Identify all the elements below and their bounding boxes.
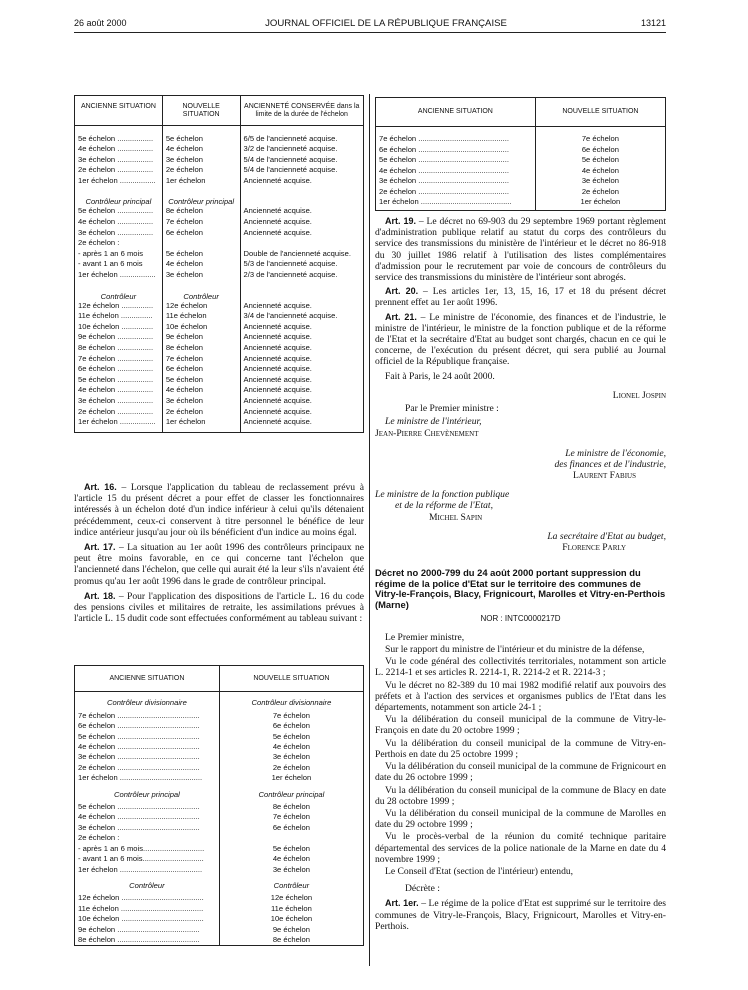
old-grade-cell: 6e échelon ........................................... [376,145,536,156]
article-20-label: Art. 20. [385,286,419,297]
article-1-text: – Le régime de la police d'Etat est supprimé sur le territoire des communes de Vitry-le-François, Blacy, Frignicourt, Marolles et Vitry-en-Perthois. [375,898,666,932]
spacer-cell [162,428,240,433]
old-grade-cell: 2e échelon : [75,833,220,843]
by-prime-minister: Par le Premier ministre : [405,403,499,415]
section-label: Contrôleur principal [75,784,220,802]
seniority-cell: Ancienneté acquise. [243,385,312,395]
budget-title: La secrétaire d'Etat au budget, [547,530,666,542]
section-label [240,287,363,301]
table-row [376,155,666,166]
table-row [75,343,364,354]
table3-section-title [75,875,364,893]
seniority-cell: Ancienneté acquise. [243,364,312,374]
table-row [75,259,364,270]
table-row [75,407,364,418]
section-label: Contrôleur principal [258,789,325,799]
table3-section-title [75,692,364,711]
fp-title-2: et de la réforme de l'Etat, [395,500,493,512]
old-grade-cell: 10e échelon ............... [75,322,163,333]
header-page-number: 13121 [640,18,666,28]
old-grade-cell: 11e échelon ....................................... [75,904,220,914]
new-grade-cell: 9e échelon [162,332,240,343]
table1-section-title [75,192,364,206]
old-grade-cell: 5e échelon ....................................... [75,802,220,812]
table-row [376,187,666,198]
reclassement-table [74,95,364,433]
spacer-cell [376,126,536,134]
section-label: Contrôleur principal [75,192,163,206]
preamble-paragraph: Le Premier ministre, [385,631,465,643]
new-grade-cell: 8e échelon [272,934,310,944]
seniority-cell: Ancienneté acquise. [243,206,312,216]
article-17-text: – La situation au 1er août 1996 des contrôleurs principaux ne peut être moins favorable, en ce qui concerne tant l'échelon que l'ancienneté dans l'échelon, que celle qui aurait été la leur s'ils n'avaient été promus qu'au 1er août 1996 dans le grade de contrôleur principal. [74,542,364,587]
table-row [376,197,666,208]
article-21 [375,312,666,368]
table-row [376,134,666,145]
column-divider [369,94,370,966]
old-grade-cell: 10e échelon ....................................... [75,914,220,924]
table-row [75,396,364,407]
spacer-cell [240,126,363,134]
old-grade-cell: 5e échelon ........................................... [376,155,536,166]
table3-section-title [75,784,364,802]
section-label: Contrôleur [75,287,163,301]
spacer-cell [376,208,536,211]
table1-header-ancienne: ANCIENNE SITUATION [75,96,163,126]
preamble-paragraph: Vu la délibération du conseil municipal de la commune de Marolles en date du 29 octobre 1999 ; [375,807,666,831]
article-17 [74,542,364,587]
new-grade-cell: 4e échelon [162,259,240,270]
assimilation-table [74,665,364,946]
old-grade-cell: 3e échelon ................. [75,396,163,407]
table-row [75,914,364,924]
section-label: Contrôleur divisionnaire [251,698,332,708]
old-grade-cell: 5e échelon ................. [75,375,163,386]
old-grade-cell: 6e échelon ................. [75,364,163,375]
seniority-cell: Ancienneté acquise. [243,374,312,384]
table-row [75,893,364,903]
old-grade-cell: - avant 1 an 6 mois............................. [75,854,220,864]
done-at-paris: Fait à Paris, le 24 août 2000. [385,370,495,382]
eco-title-1: Le ministre de l'économie, [565,447,666,459]
table-row [75,134,364,145]
article-18-label: Art. 18. [84,590,116,601]
article-16-label: Art. 16. [84,482,117,492]
table1-header-anciennete: ANCIENNETÉ CONSERVÉE dans la limite de la durée de l'échelon [240,96,363,126]
table-row [75,385,364,396]
table3-header-nouvelle: NOUVELLE SITUATION [219,666,363,692]
old-grade-cell: 1er échelon ........................................... [376,197,536,208]
table-row [75,332,364,343]
section-label: Contrôleur divisionnaire [75,692,220,711]
new-grade-cell: 5e échelon [581,155,619,164]
new-grade-cell: 7e échelon [272,710,310,720]
spacer-cell [75,126,163,134]
old-grade-cell: 7e échelon ....................................... [75,711,220,721]
eco-name: Laurent Fabius [573,470,636,482]
fp-name: Michel Sapin [429,511,483,523]
new-grade-cell: 6e échelon [272,822,310,832]
old-grade-cell: 1er échelon ................. [75,270,163,281]
left-articles [74,482,364,625]
article-18-text: – Pour l'application des dispositions de l'article L. 16 du code des pensions civiles et militaires de retraite, les assimilations prévues à l'article L. 15 dudit code sont effectuées conformément au tableau suivant : [74,590,364,625]
table-row [75,206,364,217]
article-1 [375,898,666,932]
table-row [75,925,364,935]
seniority-cell: Ancienneté acquise. [243,332,312,342]
table-row [75,854,364,864]
right-reclassement-table [375,97,666,211]
table-row [75,721,364,731]
new-grade-cell: 12e échelon [270,893,313,903]
article-21-label: Art. 21. [385,311,417,322]
old-grade-cell: 3e échelon ................. [75,228,163,239]
old-grade-cell: 4e échelon ................. [75,217,163,228]
signature-pm: Lionel Jospin [612,389,666,401]
table-row [75,354,364,365]
decree-preamble [375,632,666,877]
preamble-paragraph: Vu la délibération du conseil municipal de la commune de Vitry-en-Perthois en date du 25 octobre 1999 ; [375,737,666,760]
table2-header-ancienne: ANCIENNE SITUATION [376,98,536,127]
interior-name: Jean-Pierre Chevènement [375,428,479,440]
new-grade-cell: 9e échelon [272,924,310,934]
section-label: Contrôleur principal [162,192,240,206]
old-grade-cell: - après 1 an 6 mois [75,249,163,260]
new-grade-cell: 3e échelon [162,270,240,281]
spacer-cell [162,126,240,134]
nor-reference: NOR : INTC0000217D [480,613,561,623]
old-grade-cell: 4e échelon ................. [75,385,163,396]
seniority-cell: Ancienneté acquise. [243,395,312,405]
budget-name: Florence Parly [562,542,626,554]
table2-spacer [376,126,666,134]
new-grade-cell: 3e échelon [162,396,240,407]
new-grade-cell: 3e échelon [272,752,310,762]
table-row [75,833,364,843]
table-row [75,155,364,166]
new-grade-cell: 4e échelon [272,742,310,752]
new-grade-cell: 5e échelon [272,843,310,853]
decree-title: Décret no 2000-799 du 24 août 2000 portant suppression du régime de la police d'Etat sur le territoire des communes de Vitry-le-François, Blacy, Frignicourt, Marolles et Vitry-en-Perthois (Marne) [375,567,666,611]
new-grade-cell: 11e échelon [271,903,312,913]
spacer-cell [535,208,665,211]
old-grade-cell: 8e échelon ....................................... [75,935,220,946]
new-grade-cell: 6e échelon [162,228,240,239]
new-grade-cell: 3e échelon [272,864,310,874]
old-grade-cell: 5e échelon ................. [75,134,163,145]
table1-header-nouvelle: NOUVELLE SITUATION [162,96,240,126]
table-row [75,812,364,822]
new-grade-cell: 4e échelon [272,854,310,864]
article-1-label: Art. 1er. [385,898,419,909]
table-row [75,865,364,875]
old-grade-cell: 1er échelon ................. [75,417,163,428]
seniority-cell: 3/4 de l'ancienneté acquise. [243,311,338,321]
old-grade-cell: 2e échelon ................. [75,165,163,176]
seniority-cell: Ancienneté acquise. [243,343,312,352]
table-row [75,732,364,742]
table-row [75,301,364,312]
table-row [75,844,364,854]
new-grade-cell: 2e échelon [162,407,240,418]
new-grade-cell: 5e échelon [272,731,310,741]
old-grade-cell: 9e échelon ................. [75,332,163,343]
article-19 [375,216,666,283]
new-grade-cell: 6e échelon [581,144,619,154]
table-row [75,249,364,260]
table-row [75,165,364,176]
new-grade-cell: 7e échelon [581,134,619,143]
article-19-label: Art. 19. [385,216,416,226]
table-row [75,802,364,812]
old-grade-cell: 4e échelon ........................................... [376,166,536,177]
table-row [75,311,364,322]
seniority-cell: 5/4 de l'ancienneté acquise. [243,165,338,175]
table-row [75,238,364,249]
new-grade-cell: 6e échelon [272,721,310,731]
table-row [75,270,364,281]
old-grade-cell: 11e échelon ............... [75,311,163,322]
article-17-label: Art. 17. [84,542,116,553]
eco-title-2: des finances et de l'industrie, [554,458,666,470]
table1-spacer [75,428,364,433]
spacer-cell [75,428,163,433]
new-grade-cell: 2e échelon [581,186,619,196]
new-grade-cell: 10e échelon [270,914,313,924]
new-grade-cell: 1er échelon [580,197,621,206]
spacer-cell [535,126,665,134]
new-grade-cell: 11e échelon [162,311,240,322]
new-grade-cell: 8e échelon [162,343,240,354]
preamble-paragraph: Vu le code général des collectivités territoriales, notamment son article L. 2214-1 et ses articles R. 2214-1, R. 2214-2 et R. 2214-3 ; [375,656,666,679]
table-row [75,364,364,375]
table-row [75,763,364,773]
table-row [376,176,666,187]
old-grade-cell: 7e échelon ........................................... [376,134,536,145]
header-date: 26 août 2000 [74,18,127,28]
seniority-cell: Ancienneté acquise. [243,321,312,331]
new-grade-cell: 7e échelon [162,354,240,365]
old-grade-cell: 4e échelon ....................................... [75,812,220,822]
old-grade-cell: 1er échelon ....................................... [75,773,220,783]
table-row [75,711,364,721]
table-row [75,935,364,946]
seniority-cell: Ancienneté acquise. [243,175,312,185]
seniority-cell: 5/4 de l'ancienneté acquise. [243,154,338,164]
seniority-cell: 5/3 de l'ancienneté acquise. [243,259,338,269]
interior-title: Le ministre de l'intérieur, [385,416,482,428]
old-grade-cell: 5e échelon ................. [75,206,163,217]
new-grade-cell: 3e échelon [162,155,240,166]
new-grade-cell: 2e échelon [162,165,240,176]
table3-header-ancienne: ANCIENNE SITUATION [75,666,220,692]
table-row [376,166,666,177]
new-grade-cell: 2e échelon [272,762,310,772]
table-row [75,375,364,386]
table-row [75,742,364,752]
old-grade-cell: - avant 1 an 6 mois [75,259,163,270]
table-row [75,904,364,914]
section-label: Contrôleur [75,875,220,893]
article-20-text: – Les articles 1er, 13, 15, 16, 17 et 18 du présent décret prennent effet au 1er août 1996. [375,286,666,309]
new-grade-cell: 1er échelon [271,773,312,783]
new-grade-cell: 8e échelon [162,206,240,217]
new-grade-cell: 1er échelon [162,417,240,428]
article-16 [74,482,364,538]
old-grade-cell: 8e échelon ................. [75,343,163,354]
article-20 [375,286,666,308]
table1-spacer [75,126,364,134]
table-row [75,773,364,783]
right-articles [375,216,666,933]
table-row [75,228,364,239]
section-label [240,192,363,206]
old-grade-cell: 1er échelon ....................................... [75,865,220,875]
new-grade-cell: 4e échelon [581,165,619,175]
seniority-cell [240,238,363,249]
old-grade-cell: 2e échelon ................. [75,407,163,418]
seniority-cell: Ancienneté acquise. [243,300,312,310]
table-row [75,823,364,833]
preamble-paragraph: Vu la délibération du conseil municipal de la commune de Vitry-le-François en date du 20 octobre 1999 ; [375,714,666,737]
table-row [75,217,364,228]
old-grade-cell: 4e échelon ................. [75,144,163,155]
article-16-text: – Lorsque l'application du tableau de reclassement prévu à l'article 15 du présent décret a pour effet de classer les fonctionnaires intéressés à un échelon doté d'un indice inférieur à celui qu'ils détenaient précédemment, ceux-ci conservent à titre personnel le bénéfice de leur indice antérieur jusqu'au jour où ils bénéficient d'un indice au moins égal. [74,482,364,538]
new-grade-cell: 3e échelon [581,176,619,185]
new-grade-cell: 7e échelon [162,217,240,228]
seniority-cell: Ancienneté acquise. [243,406,312,416]
table-row [75,144,364,155]
old-grade-cell: 3e échelon ........................................... [376,176,536,187]
preamble-paragraph: Vu la délibération du conseil municipal de la commune de Blacy en date du 28 octobre 1999 ; [375,784,666,807]
new-grade-cell: 6e échelon [162,364,240,375]
old-grade-cell: 3e échelon ................. [75,155,163,166]
new-grade-cell: 8e échelon [272,802,310,812]
preamble-paragraph: Sur le rapport du ministre de l'intérieur et du ministre de la défense, [385,644,645,656]
seniority-cell: Ancienneté acquise. [243,353,312,363]
preamble-paragraph: Vu le procès-verbal de la réunion du comité technique paritaire départemental des services de la police nationale de la Marne en date du 4 novembre 1999 ; [375,831,666,865]
table-row [75,176,364,187]
spacer-cell [240,428,363,433]
old-grade-cell: 6e échelon ....................................... [75,721,220,731]
header-rule [74,32,666,33]
seniority-cell: 6/5 de l'ancienneté acquise. [243,133,338,143]
table2-header-nouvelle: NOUVELLE SITUATION [535,98,665,127]
fp-title-1: Le ministre de la fonction publique [375,489,510,501]
old-grade-cell: 2e échelon ........................................... [376,187,536,198]
seniority-cell: Double de l'ancienneté acquise. [243,248,351,258]
preamble-paragraph: Le Conseil d'Etat (section de l'intérieur) entendu, [385,865,574,877]
table2-spacer [376,208,666,211]
table-row [75,322,364,333]
new-grade-cell [219,833,363,843]
preamble-paragraph: Vu le décret no 82-389 du 10 mai 1982 modifié relatif aux pouvoirs des préfets et à l'action des services et organismes publics de l'Etat dans les départements, notamment son article 24-1 ; [375,679,666,714]
old-grade-cell: 5e échelon ....................................... [75,732,220,742]
preamble-paragraph: Vu la délibération du conseil municipal de la commune de Frignicourt en date du 26 octobre 1999 ; [375,761,666,784]
table-row [376,145,666,156]
new-grade-cell: 5e échelon [162,375,240,386]
old-grade-cell: 4e échelon ....................................... [75,742,220,752]
table1-section-title [75,287,364,301]
old-grade-cell: 12e échelon ............... [75,301,163,312]
seniority-cell: Ancienneté acquise. [243,217,312,227]
new-grade-cell: 5e échelon [162,134,240,145]
old-grade-cell: - après 1 an 6 mois............................. [75,844,220,854]
article-19-text: – Le décret no 69-903 du 29 septembre 1969 portant règlement d'administration publique relatif au statut du corps des contrôleurs du service des transmissions du ministère de l'intérieur et le décret no 86-918 du 30 juillet 1986 relatif à l'utilisation des listes complémentaires d'admission pour le recrutement par voie de concours de contrôleurs du service des transmissions du ministère de l'intérieur sont abrogés. [375,216,666,284]
old-grade-cell: 9e échelon ....................................... [75,925,220,935]
old-grade-cell: 12e échelon ....................................... [75,893,220,903]
article-21-text: – Le ministre de l'économie, des finances et de l'industrie, le ministre de l'intérieur, le ministre de la fonction publique et de la réforme de l'Etat et la secrétaire d'Etat au budget sont chargés, chacun en ce qui le concerne, de l'exécution du présent décret, qui sera publié au Journal officiel de la République française. [375,311,667,368]
seniority-cell: Ancienneté acquise. [243,417,312,427]
new-grade-cell: 7e échelon [272,812,310,822]
seniority-cell: Ancienneté acquise. [243,227,312,237]
table-row [75,752,364,762]
old-grade-cell: 2e échelon ....................................... [75,763,220,773]
new-grade-cell: 4e échelon [162,144,240,155]
old-grade-cell: 3e échelon ....................................... [75,752,220,762]
old-grade-cell: 3e échelon ....................................... [75,823,220,833]
new-grade-cell: 4e échelon [162,385,240,396]
decrete: Décrète : [405,883,440,895]
new-grade-cell: 12e échelon [162,301,240,312]
section-label: Contrôleur [162,287,240,301]
old-grade-cell: 7e échelon ................. [75,354,163,365]
new-grade-cell: 5e échelon [162,249,240,260]
table-row [75,417,364,428]
old-grade-cell: 2e échelon : [75,238,163,249]
new-grade-cell: 1er échelon [162,176,240,187]
new-grade-cell [162,238,240,249]
header-journal-title: JOURNAL OFFICIEL DE LA RÉPUBLIQUE FRANÇAISE [265,18,507,29]
section-label: Contrôleur [273,880,310,890]
old-grade-cell: 1er échelon ................. [75,176,163,187]
new-grade-cell: 10e échelon [162,322,240,333]
seniority-cell: 2/3 de l'ancienneté acquise. [243,270,338,280]
seniority-cell: 3/2 de l'ancienneté acquise. [243,144,338,154]
article-18 [74,591,364,625]
